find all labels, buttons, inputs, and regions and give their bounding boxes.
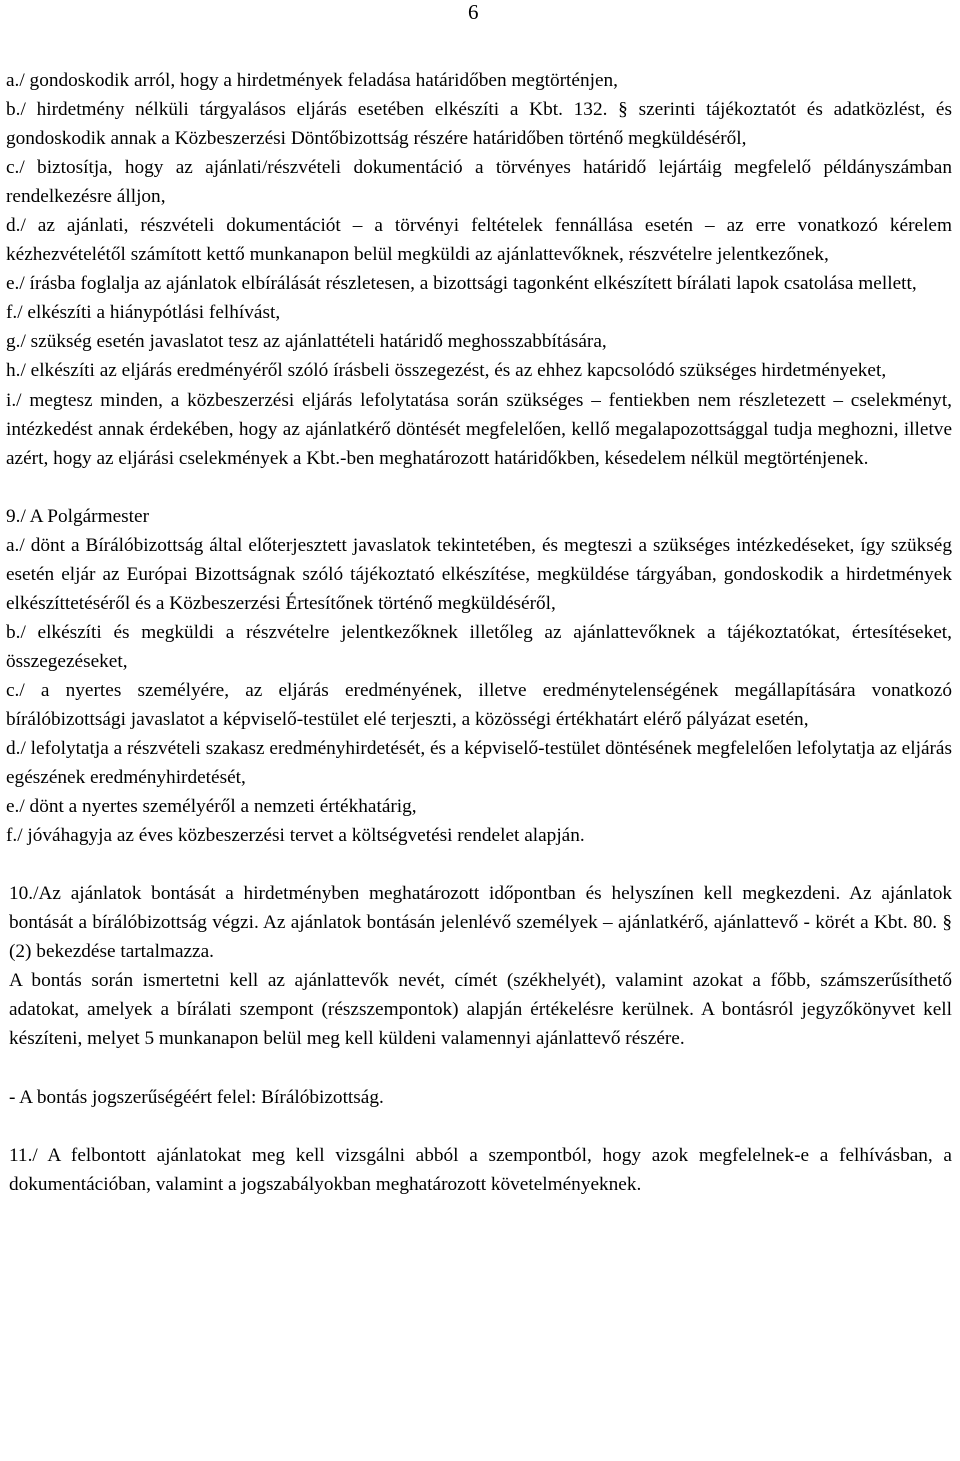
bullet-responsibility: - A bontás jogszerűségéért felel: Bírálóbizottság. xyxy=(9,1086,384,1108)
paragraph-10-2: A bontás során ismertetni kell az ajánlattevők nevét, címét (székhelyét), valamint azokat a főbb, számszerűsíthető adatokat, amelyek a bírálati szempont (részszempontok) alapján értékelésre kerülnek. A bontásról jegyzőkönyvet kell készíteni, melyet 5 munkanapon belül meg kell küldeni valamennyi ajánlattevő részére. xyxy=(9,970,952,1050)
paragraph-8f: f./ elkészíti a hiánypótlási felhívást, xyxy=(6,302,281,324)
paragraph-9b: b./ elkészíti és megküldi a részvételre jelentkezőknek illetőleg az ajánlattevőknek a tájékoztatókat, értesítéseket, összegezéseket, xyxy=(6,621,952,672)
paragraph-8b: b./ hirdetmény nélküli tárgyalásos eljárás esetében elkészíti a Kbt. 132. § szerinti tájékoztatót és adatközlést, és gondoskodik annak a Közbeszerzési Döntőbizottság részére határidőben történő megküldéséről, xyxy=(6,99,952,150)
paragraph-9a: a./ dönt a Bírálóbizottság által előterjesztett javaslatok tekintetében, és megteszi a szükséges intézkedéseket, így szükség esetén eljár az Európai Bizottságnak szóló tájékoztató elkészítése, megküldése tárgyában, gondoskodik a hirdetmények elkészíttetéséről és a Közbeszerzési Értesítőnek történő megküldéséről, xyxy=(6,534,952,614)
section-9-heading: 9./ A Polgármester xyxy=(6,505,149,527)
paragraph-9c: c./ a nyertes személyére, az eljárás eredményének, illetve eredménytelenségének megállapítására vonatkozó bírálóbizottsági javaslatot a képviselő-testület elé terjeszti, a közösségi értékhatárt elérő pályázat esetén, xyxy=(6,679,952,730)
paragraph-8e: e./ írásba foglalja az ajánlatok elbírálását részletesen, a bizottsági tagonként elkészített bírálati lapok csatolása mellett, xyxy=(6,273,917,295)
document-body xyxy=(6,66,952,1199)
paragraph-9d: d./ lefolytatja a részvételi szakasz eredményhirdetését, és a képviselő-testület döntésének megfelelően lefolytatja az eljárás egészének eredményhirdetését, xyxy=(6,738,952,789)
paragraph-8c: c./ biztosítja, hogy az ajánlati/részvételi dokumentáció a törvényes határidő lejártáig megfelelő példányszámban rendelkezésre álljon, xyxy=(6,157,952,208)
paragraph-8d: d./ az ajánlati, részvételi dokumentációt – a törvényi feltételek fennállása esetén – az erre vonatkozó kérelem kézhezvételétől számított kettő munkanapon belül megküldi az ajánlattevőknek, részvételre jelentkezőnek, xyxy=(6,215,952,266)
paragraph-9e: e./ dönt a nyertes személyéről a nemzeti értékhatárig, xyxy=(6,796,417,818)
paragraph-11-1: 11./ A felbontott ajánlatokat meg kell vizsgálni abból a szempontból, hogy azok megfelelnek-e a felhívásban, a dokumentációban, valamint a jogszabályokban meghatározott követelményeknek. xyxy=(9,1144,952,1195)
paragraph-8g: g./ szükség esetén javaslatot tesz az ajánlattételi határidő meghosszabbítására, xyxy=(6,331,607,353)
paragraph-8i: i./ megtesz minden, a közbeszerzési eljárás lefolytatása során szükséges – fentiekben nem részletezett – cselekményt, intézkedést annak érdekében, hogy az ajánlatkérő döntését megfelelően, kellő megalapozottsággal tudja meghozni, illetve azért, hogy az eljárási cselekmények a Kbt.-ben meghatározott határidőkben, késedelem nélkül megtörténjenek. xyxy=(6,389,952,469)
paragraph-9f: f./ jóváhagyja az éves közbeszerzési tervet a költségvetési rendelet alapján. xyxy=(6,825,585,847)
paragraph-10-1: 10./Az ajánlatok bontását a hirdetményben meghatározott időpontban és helyszínen kell megkezdeni. Az ajánlatok bontását a bírálóbizottság végzi. Az ajánlatok bontásán jelenlévő személyek – ajánlatkérő, ajánlattevő - körét a Kbt. 80. § (2) bekezdése tartalmazza. xyxy=(9,883,952,963)
page-number: 6 xyxy=(468,0,479,24)
paragraph-8h: h./ elkészíti az eljárás eredményéről szóló írásbeli összegezést, és az ehhez kapcsolódó szükséges hirdetményeket, xyxy=(6,360,887,382)
paragraph-8a: a./ gondoskodik arról, hogy a hirdetmények feladása határidőben megtörténjen, xyxy=(6,70,618,91)
